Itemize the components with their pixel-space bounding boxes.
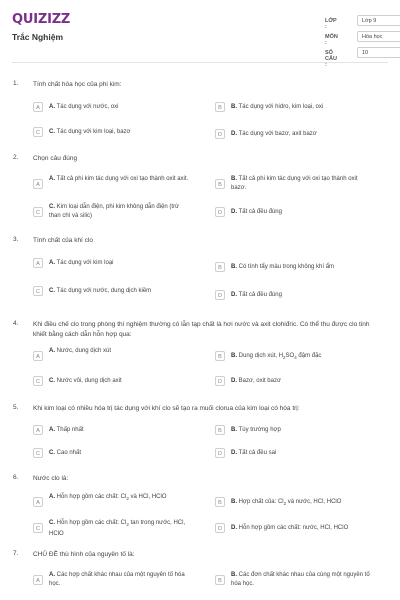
option-label: Các hợp chất khác nhau của một nguyên tố hóa học. (49, 572, 185, 587)
page-title: Trắc Nghiệm (12, 32, 64, 42)
question-number: 7. (13, 550, 19, 557)
meta-label: MÔN : (325, 34, 338, 46)
option-label: Tùy trường hợp (238, 427, 281, 433)
question-text: Tính chất của khí clo (33, 237, 93, 244)
option-letter-box[interactable]: C (33, 376, 43, 386)
class-field: Lớp 9 (357, 15, 400, 26)
option-label: Thấp nhất (56, 427, 84, 433)
option-text (231, 130, 373, 139)
option-prefix: A. (49, 260, 55, 266)
header-divider (12, 62, 388, 63)
option-text (231, 291, 373, 300)
option-label: Tác dụng với nước, oxi (56, 104, 119, 110)
subject-field: Hóa học (357, 31, 400, 42)
option-text (49, 519, 191, 538)
option-prefix: A. (49, 572, 55, 578)
option-letter-box[interactable]: C (33, 127, 43, 137)
option-prefix: B. (231, 176, 237, 182)
option-letter-box[interactable]: C (33, 286, 43, 296)
option-label: Bazơ, oxit bazơ (238, 378, 281, 384)
option-letter-box[interactable]: A (33, 102, 43, 112)
option-label: Tác dụng với nước, dung dịch kiềm (56, 288, 152, 294)
option-label: Tác dụng với kim loại (56, 260, 114, 266)
option-letter-box[interactable]: B (215, 425, 225, 435)
option-text (49, 287, 191, 296)
option-letter-box[interactable]: C (33, 207, 43, 217)
option-letter-box[interactable]: B (215, 179, 225, 189)
option-prefix: C. (49, 129, 55, 135)
option-prefix: A. (49, 176, 55, 182)
option-prefix: C. (49, 204, 55, 210)
option-label: Tất cả đều sai (238, 450, 277, 456)
option-text (49, 128, 191, 137)
option-text (231, 377, 373, 386)
option-letter-box[interactable]: A (33, 497, 43, 507)
option-prefix: D. (231, 131, 237, 137)
option-letter-box[interactable]: D (215, 376, 225, 386)
option-label: Hợp chất của: $Cl_2$ và nước, HCl, HClO (238, 499, 342, 507)
option-label: Nước, dung dịch xút (56, 348, 111, 354)
option-text (49, 175, 191, 184)
option-prefix: A. (49, 104, 55, 110)
option-letter-box[interactable]: A (33, 575, 43, 585)
option-label: Kim loại dẫn điện, phi kim không dẫn điện (trừ than chì và silic) (49, 204, 180, 219)
option-letter-box[interactable]: B (215, 575, 225, 585)
option-letter-box[interactable]: D (215, 448, 225, 458)
option-prefix: D. (231, 378, 237, 384)
option-text (49, 426, 191, 435)
option-label: Tác dụng với hidro, kim loại, oxi (238, 104, 324, 110)
question-text: CHỦ ĐỀ thù hình của nguyên tố là: (33, 551, 135, 558)
option-text (49, 259, 191, 268)
question-text: Chọn câu đúng (33, 155, 78, 162)
option-prefix: B. (231, 572, 237, 578)
question-text: Tính chất hóa học của phi kim: (33, 81, 122, 88)
option-text (231, 263, 373, 272)
question-text: Khi kim loại có nhiều hóa trị tác dụng với khí clo sẽ tạo ra muối clorua của kim loại có hóa trị: (33, 405, 300, 412)
option-letter-box[interactable]: C (33, 448, 43, 458)
option-prefix: B. (231, 104, 237, 110)
option-prefix: A. (49, 494, 55, 500)
option-text (231, 426, 373, 435)
option-label: Tất cả phi kim tác dụng với oxi tạo thành oxit axit. (56, 176, 189, 182)
option-text (49, 103, 191, 112)
option-letter-box[interactable]: A (33, 425, 43, 435)
option-prefix: B. (231, 427, 237, 433)
option-letter-box[interactable]: B (215, 497, 225, 507)
option-prefix: C. (49, 520, 55, 526)
option-label: Hỗn hợp gồm các chất: $Cl_2$ tan trong nước, HCl, HClO (49, 520, 186, 537)
meta-label: SỐ CÂU : (325, 50, 337, 68)
meta-label: LỚP : (325, 18, 337, 30)
option-text (49, 203, 191, 220)
option-label: Tác dụng với bazơ, axit bazơ (238, 131, 317, 137)
option-label: Dung dịch xút, $H_2SO_4$ đậm đặc (238, 353, 322, 361)
option-label: Tất cả phi kim tác dụng với oxi tạo thành oxit bazơ. (231, 176, 358, 191)
option-label: Tác dụng với kim loại, bazơ (56, 129, 131, 135)
option-label: Hỗn hợp gồm các chất: nước, HCl, HClO (238, 525, 349, 531)
option-text (49, 347, 111, 356)
option-text (231, 208, 373, 217)
option-text (231, 449, 373, 458)
option-prefix: B. (231, 264, 237, 270)
option-text (49, 377, 191, 386)
option-letter-box[interactable]: A (33, 258, 43, 268)
option-prefix: A. (49, 427, 55, 433)
option-prefix: A. (49, 348, 55, 354)
question-number: 6. (13, 474, 19, 481)
option-text (49, 571, 191, 588)
question-number: 1. (13, 80, 19, 87)
option-prefix: D. (231, 292, 237, 298)
question-number: 5. (13, 404, 19, 411)
option-prefix: B. (231, 353, 237, 359)
question-text: Khi điều chế clo trong phòng thí nghiệm thường có lẫn tạp chất là hơi nước và axit clohiđric. Có thể thu được clo tinh khiết bằng cách dẫn hỗn hợp qua: (33, 321, 370, 338)
option-text (231, 175, 373, 192)
option-prefix: C. (49, 288, 55, 294)
option-letter-box[interactable]: D (215, 523, 225, 533)
option-letter-box[interactable]: B (215, 102, 225, 112)
option-text (49, 449, 191, 458)
option-letter-box[interactable]: D (215, 129, 225, 139)
option-prefix: D. (231, 525, 237, 531)
option-label: Tất cả đều đúng (238, 292, 282, 298)
option-letter-box[interactable]: B (215, 262, 225, 272)
option-text (231, 524, 373, 533)
option-text (231, 571, 373, 588)
option-prefix: C. (49, 378, 55, 384)
option-prefix: C. (49, 450, 55, 456)
question-number: 4. (13, 320, 19, 327)
option-text (49, 493, 177, 504)
option-letter-box[interactable]: A (33, 351, 43, 361)
option-label: Có tính tẩy màu trong không khí ẩm (238, 264, 335, 270)
option-label: Cao nhất (56, 450, 82, 456)
option-prefix: D. (231, 209, 237, 215)
option-letter-box[interactable]: D (215, 290, 225, 300)
question-number: 2. (13, 154, 19, 161)
option-label: Tất cả đều đúng (238, 209, 282, 215)
option-prefix: B. (231, 499, 237, 505)
option-text (231, 498, 373, 509)
question-number: 3. (13, 236, 19, 243)
option-text (231, 352, 373, 363)
option-label: Các đơn chất khác nhau của cùng một nguyên tố hóa học. (231, 572, 370, 587)
option-label: Nước vôi, dung dịch axit (56, 378, 122, 384)
option-letter-box[interactable]: B (215, 351, 225, 361)
option-label: Hỗn hợp gồm các chất: $Cl_2$ và HCl, HClO (56, 494, 167, 502)
option-letter-box[interactable]: D (215, 207, 225, 217)
question-count-field: 10 (357, 47, 400, 58)
question-text: Nước clo là: (33, 475, 69, 482)
option-letter-box[interactable]: C (33, 523, 43, 533)
option-letter-box[interactable]: A (33, 179, 43, 189)
quizizz-logo: QUIZIZZ (12, 12, 71, 27)
option-prefix: D. (231, 450, 237, 456)
worksheet-header (0, 0, 400, 68)
option-text (231, 103, 373, 112)
